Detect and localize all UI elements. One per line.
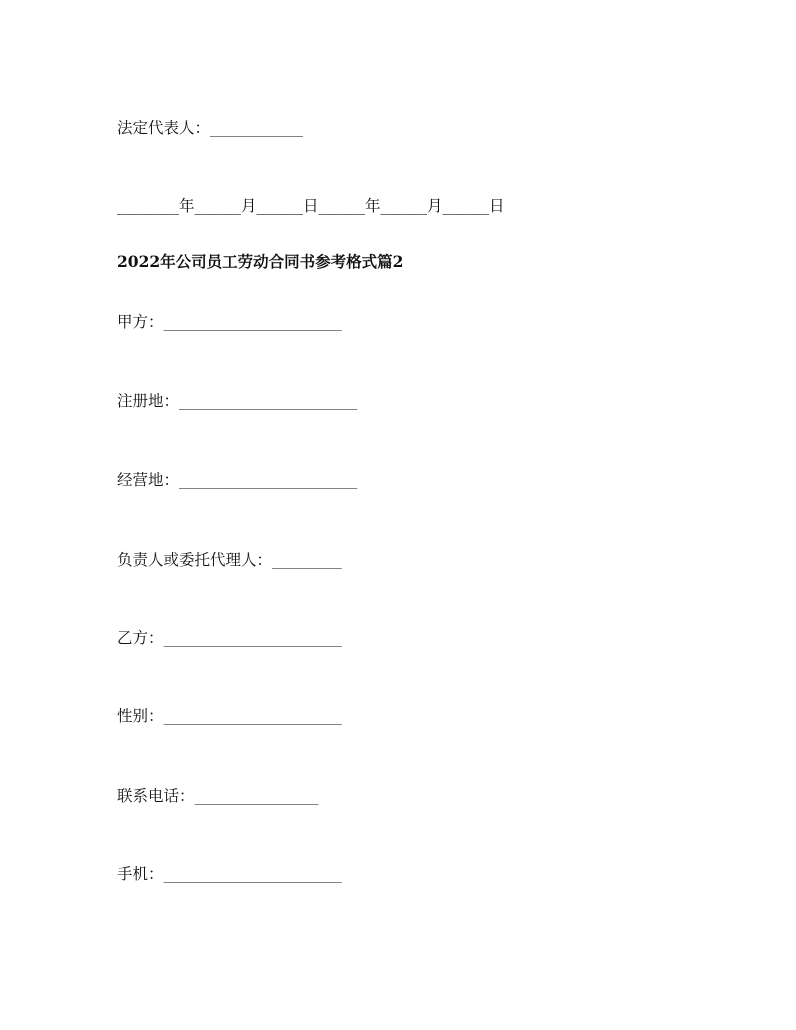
field-business-address xyxy=(117,470,357,490)
field-blank: _______________________ xyxy=(163,629,342,647)
field-label: 联系电话： xyxy=(117,787,195,805)
field-mobile xyxy=(117,864,342,884)
field-responsible-person xyxy=(117,550,342,570)
field-blank: _________ xyxy=(272,551,342,569)
field-label: 经营地： xyxy=(117,471,180,489)
legal-representative-line xyxy=(117,118,303,138)
field-blank: _______________________ xyxy=(163,865,342,883)
field-blank: ________________ xyxy=(194,787,319,805)
section-heading xyxy=(117,252,403,272)
legal-representative-blank: ____________ xyxy=(210,119,304,137)
field-blank: _______________________ xyxy=(163,707,342,725)
field-registered-address xyxy=(117,391,357,411)
field-label: 负责人或委托代理人： xyxy=(117,551,273,569)
field-label: 手机： xyxy=(117,865,164,883)
field-blank: _______________________ xyxy=(163,313,342,331)
field-gender xyxy=(117,706,342,726)
field-contact-phone xyxy=(117,786,319,806)
field-party-b xyxy=(117,628,342,648)
field-label: 注册地： xyxy=(117,392,180,410)
field-blank: _______________________ xyxy=(179,471,358,489)
section-heading-text: 2022年公司员工劳动合同书参考格式篇2 xyxy=(117,252,404,271)
field-blank: _______________________ xyxy=(179,392,358,410)
legal-representative-label: 法定代表人： xyxy=(117,119,211,137)
field-label: 性别： xyxy=(117,707,164,725)
field-label: 甲方： xyxy=(117,313,164,331)
date-line xyxy=(117,196,505,216)
date-blanks: ________年______月______日______年______月______日 xyxy=(117,197,505,215)
field-party-a xyxy=(117,312,342,332)
field-label: 乙方： xyxy=(117,629,164,647)
